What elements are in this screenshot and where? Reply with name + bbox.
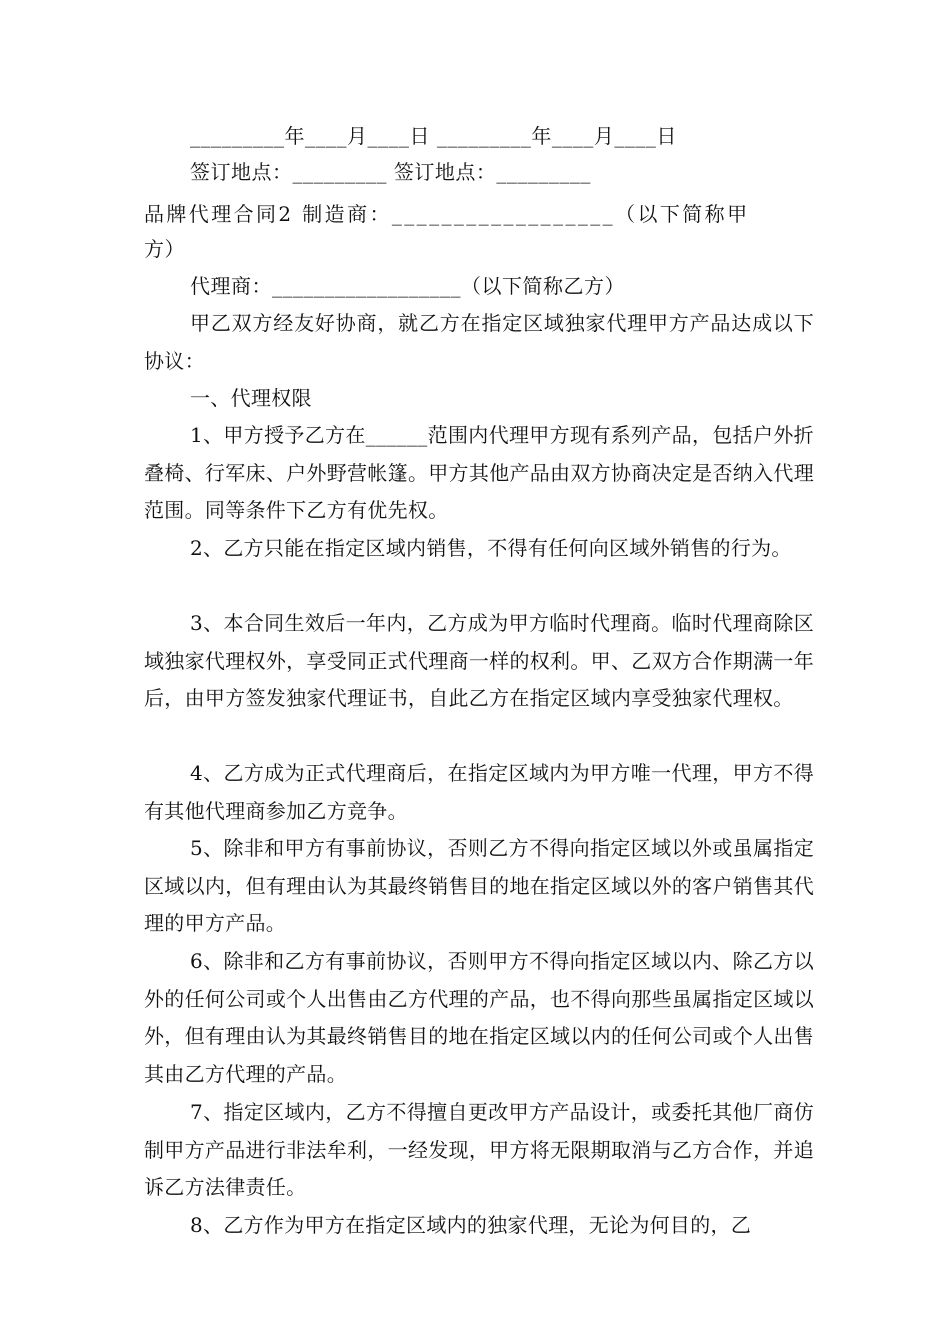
intro-paragraph: 甲乙双方经友好协商，就乙方在指定区域独家代理甲方产品达成以下协议： xyxy=(144,311,814,373)
clause-7: 7、指定区域内，乙方不得擅自更改甲方产品设计，或委托其他厂商仿制甲方产品进行非法牟利，一经发现，甲方将无限期取消与乙方合作，并追诉乙方法律责任。 xyxy=(144,1100,814,1200)
agent-line: 代理商：__________________（以下简称乙方） xyxy=(190,274,625,298)
section-heading-agency-rights: 一、代理权限 xyxy=(190,386,312,410)
clause-8: 8、乙方作为甲方在指定区域内的独家代理，无论为何目的，乙 xyxy=(190,1213,752,1237)
signing-date-line: _________年____月____日 _________年____月____日 xyxy=(190,124,677,148)
clause-5: 5、除非和甲方有事前协议，否则乙方不得向指定区域以外或虽属指定区域以内，但有理由认为其最终销售目的地在指定区域以外的客户销售其代理的甲方产品。 xyxy=(144,836,814,936)
signing-place-line: 签订地点：_________ 签订地点：_________ xyxy=(190,160,591,184)
clause-4: 4、乙方成为正式代理商后，在指定区域内为甲方唯一代理，甲方不得有其他代理商参加乙方竞争。 xyxy=(144,761,814,823)
clause-6: 6、除非和乙方有事前协议，否则甲方不得向指定区域以内、除乙方以外的任何公司或个人出售由乙方代理的产品，也不得向那些虽属指定区域以外，但有理由认为其最终销售目的地在指定区域以内的任何公司或个人出售其由乙方代理的产品。 xyxy=(144,949,814,1086)
manufacturer-line-continuation: 方） xyxy=(144,237,185,261)
clause-1: 1、甲方授予乙方在______范围内代理甲方现有系列产品，包括户外折叠椅、行军床、户外野营帐篷。甲方其他产品由双方协商决定是否纳入代理范围。同等条件下乙方有优先权。 xyxy=(144,423,814,523)
clause-3: 3、本合同生效后一年内，乙方成为甲方临时代理商。临时代理商除区域独家代理权外，享受同正式代理商一样的权利。甲、乙双方合作期满一年后，由甲方签发独家代理证书，自此乙方在指定区域内享受独家代理权。 xyxy=(144,611,814,711)
clause-2: 2、乙方只能在指定区域内销售，不得有任何向区域外销售的行为。 xyxy=(190,536,792,560)
contract-title-manufacturer-line: 品牌代理合同2 制造商：__________________（以下简称甲 xyxy=(144,202,750,226)
